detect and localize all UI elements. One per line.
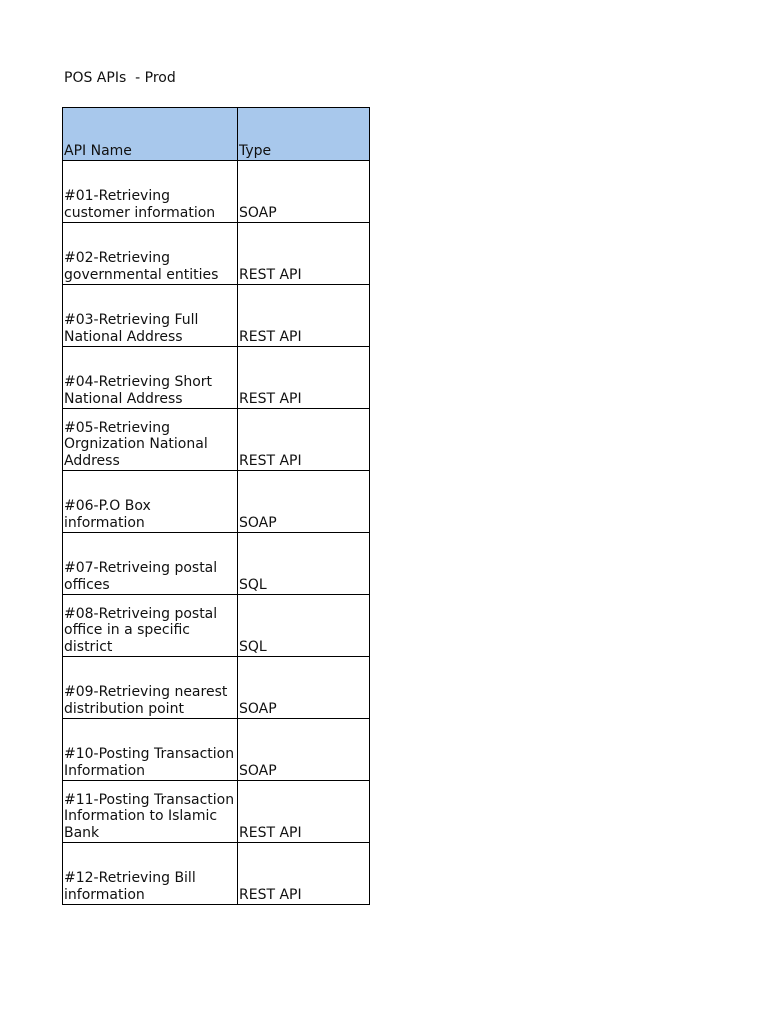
api-name-line: #10-Posting Transaction xyxy=(64,746,235,762)
table-row xyxy=(63,719,370,781)
api-type-cell: SQL xyxy=(238,533,370,595)
table-row xyxy=(63,533,370,595)
api-type-cell: SQL xyxy=(238,595,370,657)
api-type-cell: REST API xyxy=(238,223,370,285)
api-name-line: #05-Retrieving xyxy=(64,419,170,436)
api-name-cell xyxy=(63,843,238,905)
api-type-cell: SOAP xyxy=(238,657,370,719)
column-header-api-name: API Name xyxy=(63,108,238,161)
api-name-line: district xyxy=(64,638,113,655)
api-type-cell: SOAP xyxy=(238,719,370,781)
api-name-line: National Address xyxy=(64,390,183,407)
table-body xyxy=(63,161,370,905)
table-header-row xyxy=(63,108,370,161)
table-row xyxy=(63,161,370,223)
api-name-line: information xyxy=(64,886,145,903)
table-row xyxy=(63,595,370,657)
api-name-line: governmental entities xyxy=(64,266,219,283)
table-row xyxy=(63,781,370,843)
api-type-cell: REST API xyxy=(238,285,370,347)
api-type-cell: REST API xyxy=(238,781,370,843)
api-name-line: #03-Retrieving Full xyxy=(64,312,199,328)
api-type-cell: REST API xyxy=(238,843,370,905)
api-name-line: #01-Retrieving xyxy=(64,188,170,204)
api-name-line: National Address xyxy=(64,328,183,345)
api-name-line: #08-Retriveing postal xyxy=(64,605,218,622)
table-row xyxy=(63,347,370,409)
api-name-line: office in a specific xyxy=(64,622,190,638)
table-row xyxy=(63,657,370,719)
api-type-cell: REST API xyxy=(238,409,370,471)
table-row xyxy=(63,285,370,347)
api-name-cell xyxy=(63,595,238,657)
api-name-line: customer information xyxy=(64,204,216,221)
api-name-cell xyxy=(63,285,238,347)
api-type-cell: REST API xyxy=(238,347,370,409)
api-name-line: #07-Retriveing postal xyxy=(64,560,218,576)
api-name-line: Orgnization National xyxy=(64,436,208,452)
api-name-cell xyxy=(63,533,238,595)
api-name-cell xyxy=(63,471,238,533)
api-name-line: Address xyxy=(64,452,120,469)
table-row xyxy=(63,843,370,905)
api-name-cell xyxy=(63,409,238,471)
api-name-line: #12-Retrieving Bill xyxy=(64,870,196,886)
column-header-type: Type xyxy=(238,108,370,161)
api-name-cell xyxy=(63,781,238,843)
document-title: POS APIs - Prod xyxy=(64,70,176,86)
api-name-line: Information xyxy=(64,762,146,779)
api-table xyxy=(62,107,370,905)
api-name-line: #04-Retrieving Short xyxy=(64,374,213,390)
api-name-line: #11-Posting Transaction xyxy=(64,791,235,808)
api-name-cell xyxy=(63,223,238,285)
api-name-cell xyxy=(63,719,238,781)
api-name-cell xyxy=(63,657,238,719)
api-type-cell: SOAP xyxy=(238,471,370,533)
api-name-line: offices xyxy=(64,576,110,593)
table-row xyxy=(63,471,370,533)
api-name-cell xyxy=(63,347,238,409)
table-row xyxy=(63,409,370,471)
api-name-line: distribution point xyxy=(64,700,184,717)
api-name-line: Information to Islamic xyxy=(64,808,218,824)
api-name-line: #02-Retrieving xyxy=(64,250,170,266)
api-name-line: Bank xyxy=(64,824,100,841)
api-name-cell xyxy=(63,161,238,223)
api-name-line: #06-P.O Box xyxy=(64,498,151,514)
table-row xyxy=(63,223,370,285)
api-name-line: information xyxy=(64,514,145,531)
api-type-cell: SOAP xyxy=(238,161,370,223)
api-name-line: #09-Retrieving nearest xyxy=(64,684,228,700)
